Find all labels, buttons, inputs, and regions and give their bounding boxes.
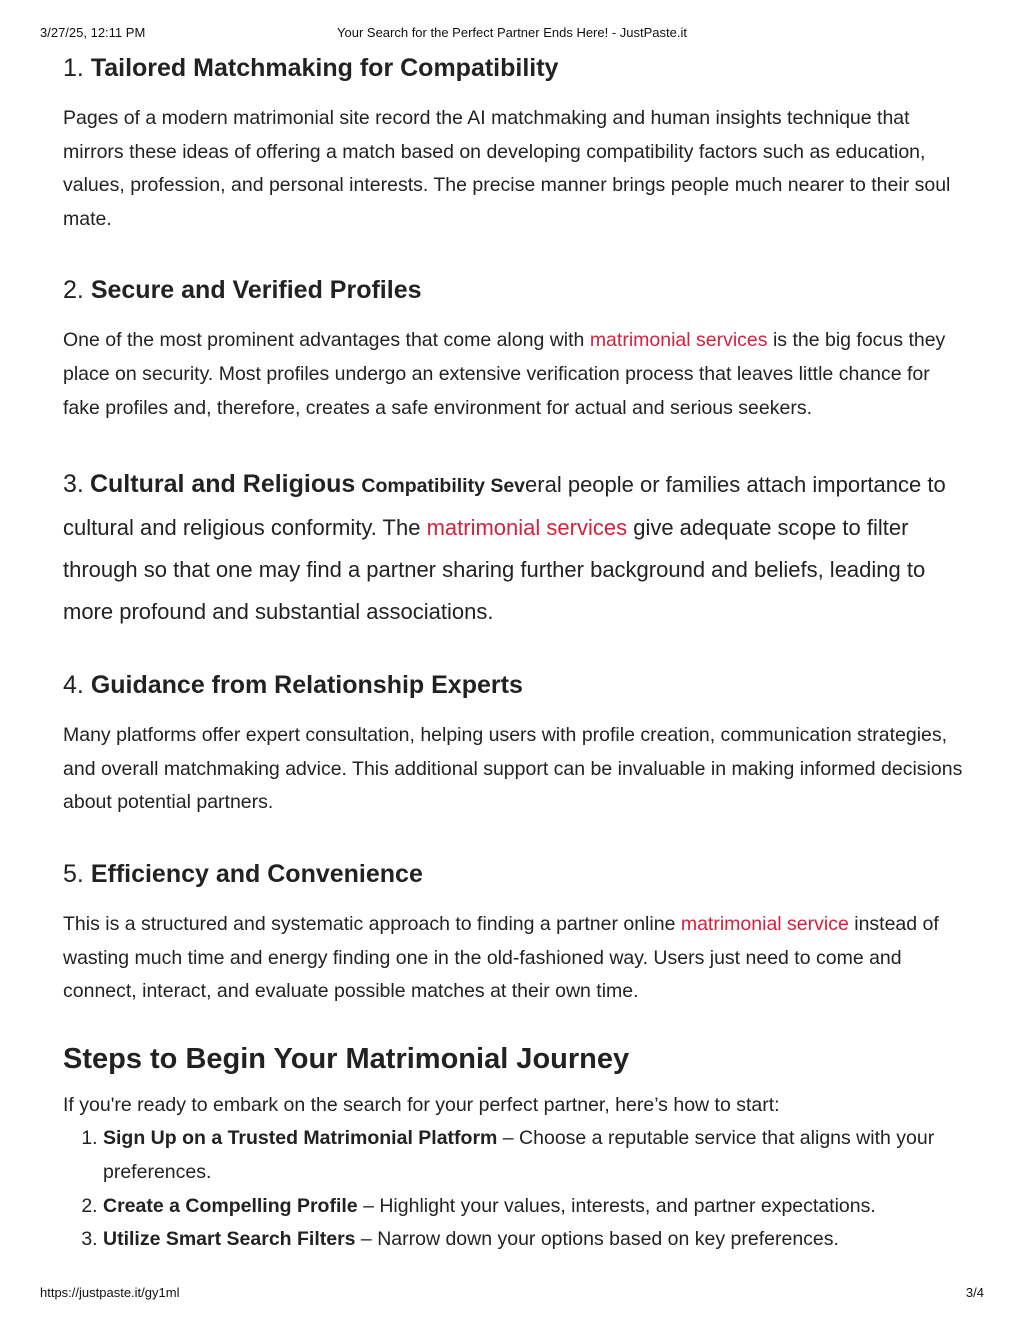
matrimonial-services-link[interactable]: matrimonial services [426,515,628,541]
section-5-body [63,908,963,1009]
section-title: Tailored Matchmaking for Compatibility [90,54,559,82]
steps-list [63,1122,963,1256]
section-title: Secure and Verified Profiles [90,276,422,305]
section-title-continued: Compatibility Sev [361,475,526,498]
step-title: Utilize Smart Search Filters [103,1228,356,1251]
section-1-body: Pages of a modern matrimonial site record the AI matchmaking and human insights technique that mirrors these ideas of offering a match based on developing compatibility factors such as education, values, profession, and personal interests. The precise manner brings people much nearer to their soul mate. [63,107,951,230]
section-5-heading [63,858,963,890]
step-title: Create a Compelling Profile [103,1194,358,1217]
section-number: 5. [63,859,84,888]
section-title: Cultural and Religious [89,470,356,499]
section-1-heading [63,52,963,84]
step-text: – Highlight your values, interests, and partner expectations. [357,1194,876,1217]
steps-heading: Steps to Begin Your Matrimonial Journey [63,1042,630,1075]
step-text: – Narrow down your options based on key preferences. [355,1228,839,1251]
section-number: 2. [63,276,84,305]
section-3-paragraph [63,463,963,633]
body-text: This is a structured and systematic approach to finding a partner online [63,912,681,935]
body-text: is the big focus they place on security. Most profiles undergo an extensive verification process that leaves little chance for fake profiles and, therefore, creates a safe environment for actual and serious seekers. [63,329,946,419]
section-4-heading [63,669,963,701]
list-item [103,1190,963,1224]
step-title: Sign Up on a Trusted Matrimonial Platform [103,1127,498,1150]
body-text: give adequate scope to filter through so that one may find a partner sharing further background and beliefs, leading to more profound and substantial associations. [63,515,926,625]
print-datetime: 3/27/25, 12:11 PM [40,25,146,40]
section-4-body: Many platforms offer expert consultation, helping users with profile creation, communication strategies, and overall matchmaking advice. This additional support can be invaluable in making informed decisions about potential partners. [63,724,963,814]
article-content [63,52,963,1257]
print-title: Your Search for the Perfect Partner Ends Here! - JustPaste.it [337,25,687,40]
body-text: instead of wasting much time and energy finding one in the old-fashioned way. Users just need to come and connect, interact, and evaluate possible matches at their own time. [63,912,939,1003]
list-item [103,1223,963,1257]
section-number: 4. [63,671,84,700]
section-title: Guidance from Relationship Experts [90,671,523,700]
page-number: 3/4 [965,1285,984,1300]
section-title: Efficiency and Convenience [90,859,423,888]
section-number: 1. [63,54,84,82]
section-2-heading [63,274,963,306]
step-text: – Choose a reputable service that aligns with your preferences. [103,1127,935,1183]
matrimonial-service-link[interactable]: matrimonial service [680,912,849,935]
body-text: eral people or families attach importance to cultural and religious conformity. The [63,472,946,541]
list-item [103,1122,963,1189]
print-url: https://justpaste.it/gy1ml [40,1285,180,1300]
section-2-body [63,324,963,425]
matrimonial-services-link[interactable]: matrimonial services [589,329,768,352]
body-text: One of the most prominent advantages that come along with [63,329,590,352]
section-number: 3. [63,470,84,499]
steps-intro: If you're ready to embark on the search for your perfect partner, here’s how to start: [63,1093,780,1116]
